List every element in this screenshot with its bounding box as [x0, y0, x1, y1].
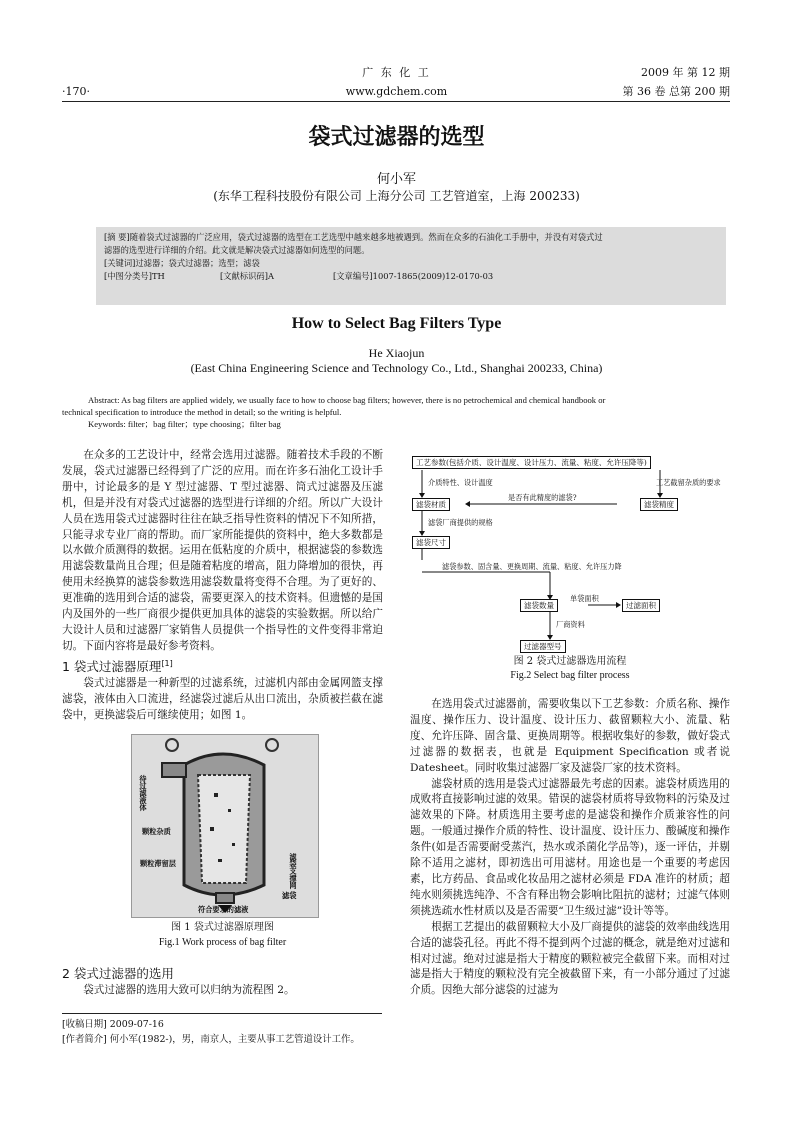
figure-2-caption-cn: 图 2 袋式过滤器选用流程: [513, 656, 627, 667]
section-1-title: 1 袋式过滤器原理: [62, 658, 162, 674]
flow-label-params: 滤袋参数、固含量、更换周期、流量、粘度、允许压力降: [442, 562, 622, 571]
abstract-cn-line1: [摘 要]随着袋式过滤器的广泛应用，袋式过滤器的选型在工艺选型中越来越多地被遇到。然而在众多的石油化工手册中，并没有对袋式过: [104, 232, 603, 242]
keywords-cn: [关键词]过滤器；袋式过滤器；选型；滤袋: [104, 258, 260, 268]
keywords-en: Keywords: filter；bag filter；type choosing；filter bag: [88, 419, 281, 429]
flow-bag-material: 滤袋材质: [412, 498, 450, 511]
issue-info: 2009 年 第 12 期: [641, 66, 730, 79]
flow-bag-size: 滤袋尺寸: [412, 536, 450, 549]
flow-bag-count: 滤袋数量: [520, 599, 558, 612]
fig1-label-impurity: 颗粒杂质: [142, 827, 171, 836]
abstract-cn: [96, 227, 726, 305]
flow-label-single-area: 单袋面积: [570, 594, 599, 603]
page-number: ·170·: [62, 85, 90, 98]
section-2-heading: 2 袋式过滤器的选用: [62, 966, 174, 981]
right-column: [410, 697, 730, 999]
figure-2-flowchart: [410, 448, 730, 653]
author-en: He Xiaojun: [368, 346, 425, 360]
fig1-label-retained: 颗粒滞留层: [140, 859, 176, 868]
fig1-label-basket: 滤袋支撑网: [289, 853, 298, 889]
flow-label-question: 是否有此精度的滤袋?: [508, 493, 577, 502]
article-number: [文章编号]1007-1865(2009)12-0170-03: [333, 271, 494, 281]
figure-1-caption-cn: 图 1 袋式过滤器原理图: [171, 922, 274, 933]
journal-name: 广 东 化 工: [362, 66, 431, 79]
section-1-ref: [1]: [161, 658, 173, 668]
flow-filter-model: 过滤器型号: [520, 640, 566, 653]
principle-paragraph: 袋式过滤器是一种新型的过滤系统，过滤机内部由金属网篮支撑滤袋，液体由入口流进，经滤袋过滤后从出口流出，杂质被拦截在滤袋中，更换滤袋后可继续使用；如图 1。: [62, 676, 383, 721]
header-rule: [62, 101, 730, 102]
affiliation: (东华工程科技股份有限公司 上海分公司 工艺管道室，上海 200233): [213, 189, 580, 203]
left-column-bottom: [62, 965, 383, 999]
affiliation-en: (East China Engineering Science and Technology Co., Ltd., Shanghai 200233, China): [190, 361, 603, 375]
volume-info: 第 36 卷 总第 200 期: [622, 85, 730, 98]
flow-process-params: 工艺参数(包括介质、设计温度、设计压力、流量、粘度、允许压降等): [412, 456, 651, 469]
abstract-cn-line2: 滤器的选型进行详细的介绍。此文就是解决袋式过滤器如何选型的问题。: [104, 245, 370, 255]
author-bio: [作者简介] 何小军(1982-)，男，南京人，主要从事工艺管道设计工作。: [62, 1034, 360, 1045]
figure-1-caption-en: Fig.1 Work process of bag filter: [158, 937, 287, 948]
flow-label-spec: 滤袋厂商提供的规格: [428, 518, 493, 527]
fig1-label-bag: 滤袋: [282, 891, 297, 900]
footnote-rule: [62, 1013, 382, 1014]
intro-paragraph: 在众多的工艺设计中，经常会选用过滤器。随着技术手段的不断发展，袋式过滤器已经得到了广泛的应用。而在许多石油化工设计手册中，讨论最多的是 Y 型过滤器、T 型过滤器、筒式过滤器及压滤机，但是并没有对袋式过滤器的选型进行详细的介绍。所以广大设计人员在选用袋式过滤器时往往在缺乏指导性资料的情况下不知所措，只能寻求专业厂商的帮助。而厂家所能提供的资料中，绝大多数都是以水做介质测得的数据。运用在低粘度的介质中，根据滤袋的参数选用滤袋数量尚且合理；但是随着粘度的增高，阻力降增加的很快，再使用未经换算的滤袋参数选用滤袋数量将变得不合理。为了更好的、更准确的选用到合适的滤袋，需要更深入的技术资料。但遗憾的是国内及国外的一些厂商很少提供更加具体的滤袋的实验数据。所以给广大设计人员和过滤器厂家销售人员提供一个指导性的文件变得非常迫切。下面内容将是最好参考资料。: [62, 449, 383, 652]
paper-title-en: How to Select Bag Filters Type: [291, 315, 502, 332]
material-paragraph: 滤袋材质的选用是袋式过滤器最先考虑的因素。滤袋材质选用的成败将直接影响过滤的效果。错误的滤袋材质将导致物料的污染及过滤效果的下降。材质选用主要考虑的是滤袋和操作介质兼容性的问题。一般通过操作介质的特性、设计温度、设计压力、酸碱度和操作条件(如是否需要耐受蒸汽，热水或杀菌化学品等)，逐一评估，并剔除不适用之滤材，即初选出可用滤材。用途也是一个重要的考虑因素，比方药品、食品或化妆品用之滤材必须是 FDA 准许的材质；超纯水则须挑选纯净、不含有释出物会影响比阻抗的滤材；过滤气体则须挑选疏水性材质以及是否需要“卫生级过滤”设计等等。: [410, 777, 730, 917]
paper-title: 袋式过滤器的选型: [308, 125, 485, 150]
bag-filter-diagram: [132, 735, 318, 917]
document-code: [文献标识码]A: [220, 271, 274, 281]
figure-2-caption-en: Fig.2 Select bag filter process: [510, 670, 630, 681]
left-column: [62, 448, 383, 724]
flow-label-retain: 工艺截留杂质的要求: [656, 478, 721, 487]
abstract-en-line1: Abstract: As bag filters are applied widely, we usually face to how to choose bag filters; however, there is no petrochemical and chemical handbook or: [88, 395, 606, 405]
author: 何小军: [376, 172, 416, 187]
figure-1: [131, 734, 319, 918]
flow-bag-precision: 滤袋精度: [640, 498, 678, 511]
abstract-en-line2: technical specification to introduce the method in detail; so the writing is helpful.: [62, 407, 342, 417]
flow-label-medium: 介质特性、设计温度: [428, 478, 493, 487]
precision-paragraph: 根据工艺提出的截留颗粒大小及厂商提供的滤袋的效率曲线选用合适的滤袋孔径。再此不得不提到两个过滤的概念，就是绝对过滤和相对过滤。绝对过滤是指大于精度的颗粒被完全截留下来。而相对过滤是指大于精度的颗粒没有完全被截留下来，有一小部分通过了过滤介质。因绝大部分滤袋的过滤为: [410, 920, 730, 997]
fig1-label-outlet: 符合要求的滤液: [198, 905, 249, 914]
flow-filter-area: 过滤面积: [622, 599, 660, 612]
abstract-en: [62, 394, 732, 430]
journal-site: www.gdchem.com: [345, 85, 448, 98]
flow-label-vendor: 厂商资料: [556, 620, 585, 629]
params-paragraph: 在选用袋式过滤器前，需要收集以下工艺参数：介质名称、操作温度、操作压力、设计温度、设计压力、截留颗粒大小、流量、粘度、允许压降、固含量、更换周期等。根据收集好的参数，做好袋式过滤器的数据表，也就是 Equipment Specification 或者说 Datesheet。同时收集过滤器厂家及滤袋厂家的技术资料。: [410, 698, 730, 774]
selection-paragraph: 袋式过滤器的选用大致可以归纳为流程图 2。: [83, 984, 295, 996]
received-date: [收稿日期] 2009-07-16: [62, 1019, 164, 1030]
clc-number: [中图分类号]TH: [104, 271, 165, 281]
section-1-heading: [62, 655, 383, 676]
fig1-label-inlet: 待过滤液体: [139, 775, 148, 811]
